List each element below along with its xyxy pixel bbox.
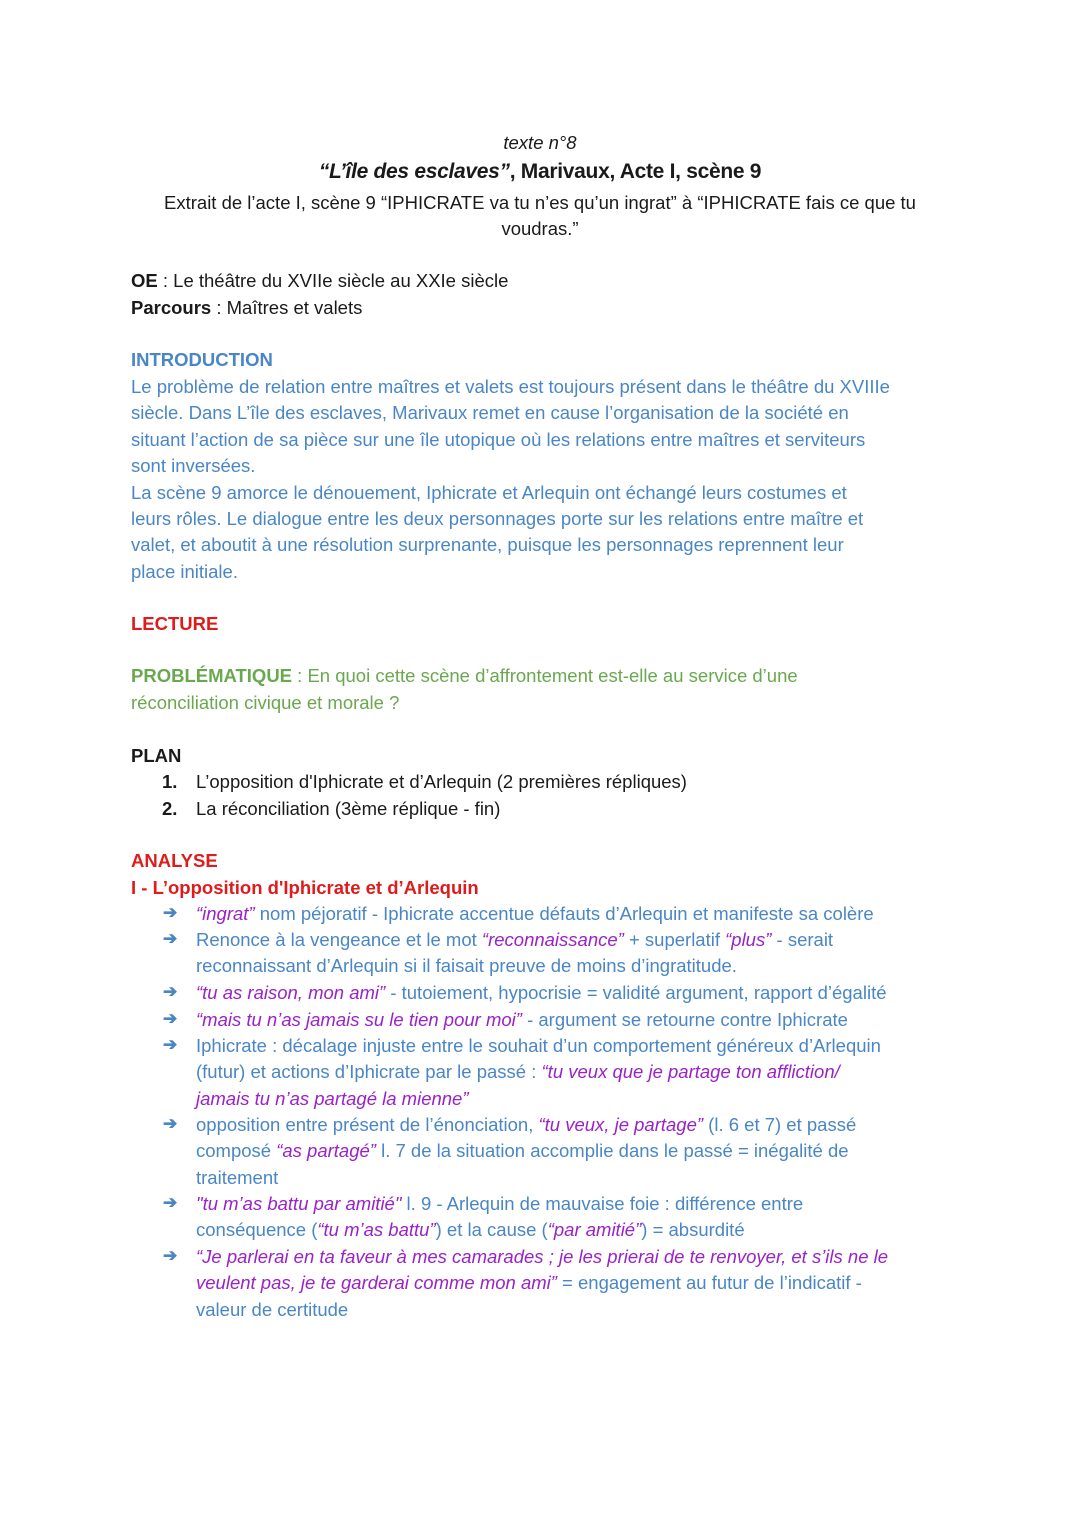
parcours-line <box>131 295 362 321</box>
analysis-bullet <box>196 1191 956 1244</box>
parcours-label: Parcours <box>131 297 212 318</box>
quote: “tu m’as battu” <box>317 1219 436 1241</box>
quote: “tu veux, je partage” <box>538 1114 704 1135</box>
plan-item-number: 2. <box>162 798 178 819</box>
analysis-bullet <box>196 1033 956 1112</box>
oe-value: : Le théâtre du XVIIe siècle au XXIe siècle <box>157 270 509 291</box>
comment: Renonce à la vengeance et le mot <box>196 929 482 950</box>
intro-line: sont inversées. <box>131 455 256 477</box>
analyse-heading: ANALYSE <box>131 850 218 871</box>
quote: “tu veux que je partage ton affliction/ <box>541 1061 840 1083</box>
extract-line-2: voudras.” <box>501 218 579 239</box>
introduction-body <box>131 374 961 585</box>
quote: “as partagé” <box>276 1140 376 1162</box>
quote: "tu m’as battu par amitié" <box>196 1193 402 1214</box>
analysis-bullet <box>196 1112 956 1191</box>
quote: “plus” <box>725 929 772 950</box>
problematique-text: : En quoi cette scène d’affrontement est-elle au service d’une <box>292 665 798 686</box>
comment: (l. 6 et 7) et passé <box>703 1114 857 1135</box>
comment: - tutoiement, hypocrisie = validité argument, rapport d’égalité <box>385 982 887 1003</box>
plan-item-text: L’opposition d'Iphicrate et d’Arlequin (2 premières répliques) <box>196 771 687 792</box>
comment: composé <box>196 1140 277 1162</box>
comment: traitement <box>196 1166 279 1188</box>
quote: “mais tu n’as jamais su le tien pour moi” <box>196 1009 522 1030</box>
quote: veulent pas, je te garderai comme mon ami” <box>196 1272 557 1294</box>
comment: nom péjoratif - Iphicrate accentue défauts d’Arlequin et manifeste sa colère <box>254 903 874 924</box>
intro-line: siècle. Dans L’île des esclaves, Marivaux remet en cause l’organisation de la société en <box>131 402 849 424</box>
quote: “Je parlerai en ta faveur à mes camarades ; je les prierai de te renvoyer, et s’ils ne le <box>196 1246 889 1267</box>
intro-line: valet, et aboutit à une résolution surprenante, puisque les personnages reprennent leur <box>131 534 844 556</box>
plan-item-number: 1. <box>162 771 178 792</box>
analysis-bullet <box>196 1244 956 1323</box>
document-title <box>120 158 960 186</box>
comment: opposition entre présent de l’énonciation, <box>196 1114 539 1135</box>
comment: l. 7 de la situation accomplie dans le passé = inégalité de <box>375 1140 849 1162</box>
comment: conséquence ( <box>196 1219 318 1241</box>
oe-line <box>131 268 508 294</box>
analyse-section-title: I - L’opposition d'Iphicrate et d’Arlequin <box>131 877 479 898</box>
intro-line: leurs rôles. Le dialogue entre les deux personnages porte sur les relations entre maître et <box>131 508 864 530</box>
arrow-bullet-icon: ➔ <box>163 903 178 922</box>
introduction-heading: INTRODUCTION <box>131 349 273 370</box>
lecture-heading: LECTURE <box>131 613 219 634</box>
analysis-bullet <box>196 901 956 927</box>
plan-item-text: La réconciliation (3ème réplique - fin) <box>196 798 501 819</box>
title-rest: , Marivaux, Acte I, scène 9 <box>509 160 762 183</box>
comment: valeur de certitude <box>196 1298 349 1320</box>
intro-line: La scène 9 amorce le dénouement, Iphicrate et Arlequin ont échangé leurs costumes et <box>131 481 847 503</box>
arrow-bullet-icon: ➔ <box>163 1009 178 1028</box>
comment: (futur) et actions d’Iphicrate par le passé : <box>196 1061 542 1083</box>
text-number: texte n°8 <box>503 132 577 153</box>
quote: “par amitié” <box>547 1219 642 1241</box>
analysis-bullet <box>196 927 956 980</box>
arrow-bullet-icon: ➔ <box>163 1193 178 1212</box>
intro-line: situant l’action de sa pièce sur une île utopique où les relations entre maîtres et serviteurs <box>131 428 866 450</box>
parcours-value: : Maîtres et valets <box>211 297 363 318</box>
comment: reconnaissant d’Arlequin si il faisait preuve de moins d’ingratitude. <box>196 955 737 977</box>
quote: jamais tu n’as partagé la mienne” <box>196 1087 469 1109</box>
comment: Iphicrate : décalage injuste entre le souhait d’un comportement généreux d’Arlequin <box>196 1035 881 1056</box>
quote: “reconnaissance” <box>481 929 624 950</box>
comment: ) = absurdité <box>641 1219 745 1241</box>
problematique-line-2: réconciliation civique et morale ? <box>131 692 400 713</box>
plan-heading: PLAN <box>131 745 182 766</box>
comment: l. 9 - Arlequin de mauvaise foie : différence entre <box>401 1193 804 1214</box>
analysis-bullet <box>196 980 956 1006</box>
arrow-bullet-icon: ➔ <box>163 1114 178 1133</box>
intro-line: place initiale. <box>131 560 238 582</box>
comment: - argument se retourne contre Iphicrate <box>521 1009 848 1030</box>
analysis-bullet <box>196 1007 956 1033</box>
oe-label: OE <box>131 270 158 291</box>
arrow-bullet-icon: ➔ <box>163 1035 178 1054</box>
comment: + superlatif <box>623 929 726 950</box>
problematique-label: PROBLÉMATIQUE <box>131 665 293 686</box>
arrow-bullet-icon: ➔ <box>163 929 178 948</box>
extract-line-1: Extrait de l’acte I, scène 9 “IPHICRATE va tu n’es qu’un ingrat” à “IPHICRATE fais ce que tu <box>164 192 916 213</box>
comment: ) et la cause ( <box>435 1219 548 1241</box>
arrow-bullet-icon: ➔ <box>163 1246 178 1265</box>
arrow-bullet-icon: ➔ <box>163 982 178 1001</box>
intro-line: Le problème de relation entre maîtres et valets est toujours présent dans le théâtre du XVIIIe <box>131 376 890 397</box>
comment: - serait <box>771 929 834 950</box>
title-work: “L’île des esclaves” <box>318 160 510 183</box>
quote: “tu as raison, mon ami” <box>196 982 386 1003</box>
problematique-line-1 <box>131 663 798 689</box>
comment: = engagement au futur de l’indicatif - <box>556 1272 862 1294</box>
quote: “ingrat” <box>196 903 255 924</box>
